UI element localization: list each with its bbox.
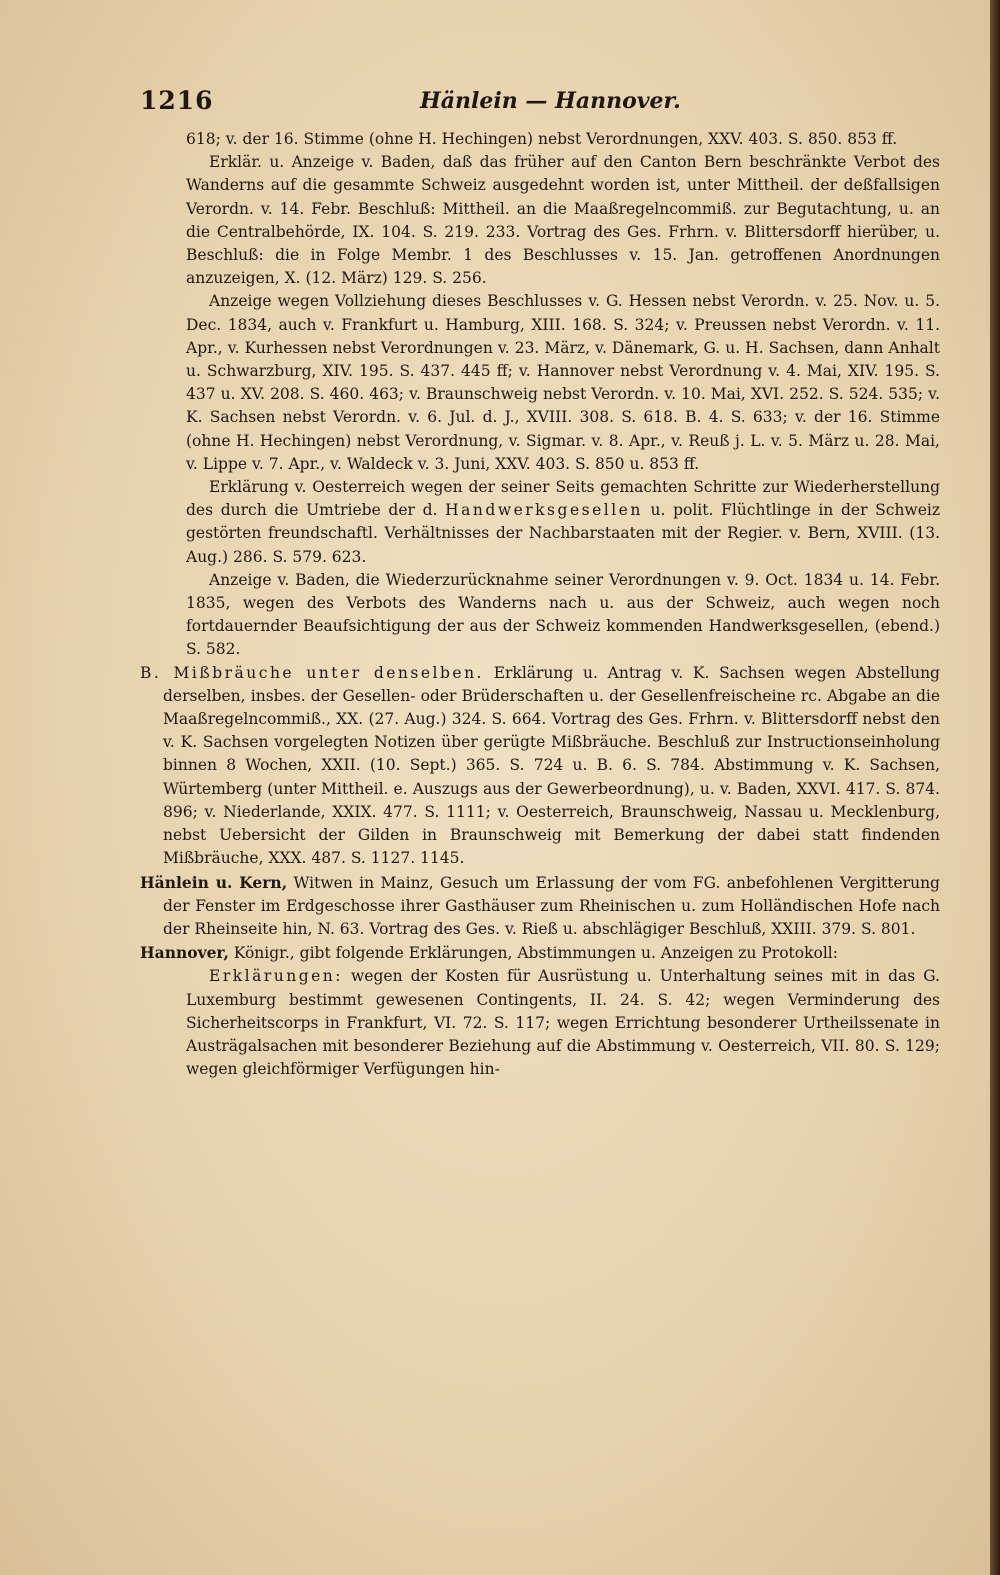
running-head: Hänlein — Hannover. (420, 88, 681, 114)
entry-heading: Hänlein u. Kern, (140, 872, 288, 892)
paragraph-declarations (140, 965, 940, 1081)
page-body (140, 128, 940, 1081)
entry-hannover (140, 941, 940, 965)
sub-heading: Erklärungen: (209, 967, 343, 986)
entry-heading: Hannover, (140, 943, 229, 963)
text-run: Erklärung u. Antrag v. K. Sachsen wegen Abstellung derselben, insbes. der Gesellen- oder Brüderschaften u. der Gesellenfreischeine rc. Abgabe an die Maaßregelncommiß., XX. (27. Aug.) 324. S. 664. Vortrag des Ges. Frhrn. v. Blittersdorff nebst den v. K. Sachsen vorgelegten Notizen über gerügte Mißbräuche. Beschluß zur Instructionseinholung binnen 8 Wochen, XXII. (10. Sept.) 365. S. 724 u. B. 6. S. 784. Abstimmung v. K. Sachsen, Würtemberg (unter Mittheil. e. Auszugs aus der Gewerbeordnung), u. v. Baden, XXVI. 417. S. 874. 896; v. Niederlande, XXIX. 477. S. 1111; v. Oesterreich, Braunschweig, Nassau u. Mecklenburg, nebst Uebersicht der Gilden in Braunschweig mit Bemerkung der dabei statt findenden Mißbräuche, XXX. 487. S. 1127. 1145. (163, 663, 940, 868)
entry-haenlein (140, 871, 940, 942)
text-run: wegen der Kosten für Ausrüstung u. Unterhaltung seines mit in das G. Luxemburg bestimmt gewesenen Contingents, II. 24. S. 42; wegen Verminderung des Sicherheitscorps in Frankfurt, VI. 72. S. 117; wegen Errichtung besonderer Urtheilssenate in Austrägalsachen mit besonderer Beziehung auf die Abstimmung v. Oesterreich, VII. 80. S. 129; wegen gleichförmiger Verfügungen hin- (186, 967, 940, 1079)
page-header (140, 86, 940, 118)
text-run: Königr., gibt folgende Erklärungen, Abstimmungen u. Anzeigen zu Protokoll: (228, 944, 838, 963)
book-edge (990, 0, 1000, 1575)
emphasis-term: Handwerksgesellen (445, 501, 643, 520)
paragraph-baden-notice: Anzeige v. Baden, die Wiederzurücknahme seiner Verordnungen v. 9. Oct. 1834 u. 14. Febr. 1835, wegen des Verbots des Wanderns nach u. aus der Schweiz, auch wegen noch fortdauernder Beaufsichtigung der aus der Schweiz kommenden Handwerksgesellen, (ebend.) S. 582. (186, 570, 940, 659)
paragraph-austria-declaration (140, 476, 940, 569)
page-number: 1216 (140, 86, 214, 115)
paragraph-continuation: 618; v. der 16. Stimme (ohne H. Hechingen) nebst Verordnungen, XXV. 403. S. 850. 853 ff. (186, 130, 898, 148)
text-run: Erklärung v. Oesterreich wegen der seiner Seits gemachten Schritte zur Wiederherstellung des durch die Umtriebe der d. (186, 478, 940, 520)
paragraph-execution-notice: Anzeige wegen Vollziehung dieses Beschlusses v. G. Hessen nebst Verordn. v. 25. Nov. u. 5. Dec. 1834, auch v. Frankfurt u. Hamburg, XIII. 168. S. 324; v. Preussen nebst Verordn. v. 11. Apr., v. Kurhessen nebst Verordnungen v. 23. März, v. Dänemark, G. u. H. Sachsen, dann Anhalt u. Schwarzburg, XIV. 195. S. 437. 445 ff; v. Hannover nebst Verordnung v. 4. Mai, XIV. 195. S. 437 u. XV. 208. S. 460. 463; v. Braunschweig nebst Verordn. v. 10. Mai, XVI. 252. S. 524. 535; v. K. Sachsen nebst Verordn. v. 6. Jul. d. J., XVIII. 308. S. 618. B. 4. S. 633; v. der 16. Stimme (ohne H. Hechingen) nebst Verordnung, v. Sigmar. v. 8. Apr., v. Reuß j. L. v. 5. März u. 28. Mai, v. Lippe v. 7. Apr., v. Waldeck v. 3. Juni, XXV. 403. S. 850 u. 853 ff. (186, 292, 940, 473)
paragraph-baden-declaration: Erklär. u. Anzeige v. Baden, daß das früher auf den Canton Bern beschränkte Verbot des Wanderns auf die gesammte Schweiz ausgedehnt worden ist, unter Mittheil. der deßfallsigen Verordn. v. 14. Febr. Beschluß: Mittheil. an die Maaßregelncommiß. zur Begutachtung, u. an die Centralbehörde, IX. 104. S. 219. 233. Vortrag des Ges. Frhrn. v. Blittersdorff hierüber, u. Beschluß: die in Folge Membr. 1 des Beschlusses v. 15. Jan. getroffenen Anordnungen anzuzeigen, X. (12. März) 129. S. 256. (186, 153, 940, 288)
text-run: u. polit. Flüchtlinge in der Schweiz gestörten freundschaftl. Verhältnisses der Nachbarstaaten mit der Regier. v. Bern, XVIII. (13. Aug.) 286. S. 579. 623. (186, 501, 941, 566)
subsection-abuses (140, 662, 940, 871)
text-run: Witwen in Mainz, Gesuch um Erlassung der vom FG. anbefohlenen Vergitterung der Fenster im Erdgeschosse ihrer Gasthäuser zum Rheinischen u. zum Holländischen Hofe nach der Rheinseite hin, N. 63. Vortrag des Ges. v. Rieß u. abschlägiger Beschluß, XXIII. 379. S. 801. (163, 873, 940, 938)
subsection-heading: B. Mißbräuche unter denselben. (140, 663, 484, 682)
